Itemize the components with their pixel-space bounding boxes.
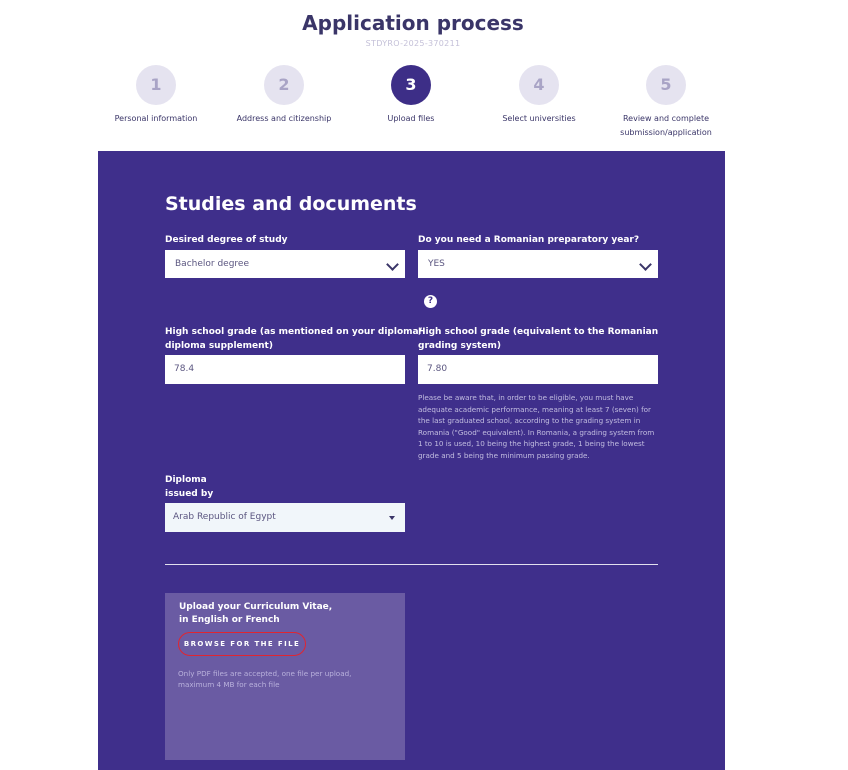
cv-upload-card — [165, 593, 405, 760]
prep-year-label: Do you need a Romanian preparatory year? — [418, 235, 640, 245]
grade-eligibility-note: Please be aware that, in order to be eligible, you must have adequate academic performance, meaning at least 7 (seven) for the last graduated school, according to the grading system in Romania ("Good" equivalent). In Romania, a grading system from 1 to 10 is used, 10 being the highest grade, 1 being the lowest grade and 5 being the minimum passing grade. — [418, 393, 655, 460]
step-number: 1 — [136, 65, 176, 105]
step-label-line2: submission/application — [620, 128, 712, 137]
step-number: 3 — [391, 65, 431, 105]
step-label: Address and citizenship — [236, 114, 332, 123]
step-label — [601, 112, 731, 140]
step-upload-files[interactable] — [346, 65, 476, 126]
section-divider — [165, 564, 658, 565]
hs-grade-input[interactable]: 78.4 — [165, 355, 405, 384]
step-select-universities[interactable] — [474, 65, 604, 126]
diploma-label-line2: issued by — [165, 489, 214, 499]
hs-grade-label — [165, 325, 422, 353]
caret-down-icon — [389, 516, 395, 520]
diploma-country-select[interactable] — [165, 503, 405, 532]
chevron-down-icon — [639, 258, 652, 271]
step-number: 2 — [264, 65, 304, 105]
diploma-label-line1: Diploma — [165, 475, 207, 485]
browse-file-button[interactable]: BROWSE FOR THE FILE — [178, 632, 306, 656]
application-id: STDYRO-2025-370211 — [365, 39, 461, 48]
cv-upload-title-line2: in English or French — [179, 615, 280, 625]
step-label: Personal information — [114, 114, 198, 123]
help-icon[interactable]: ? — [424, 295, 437, 308]
hs-grade-ro-label-line1: High school grade (equivalent to the Romanian — [418, 327, 659, 337]
section-title: Studies and documents — [165, 193, 417, 215]
hs-grade-ro-input[interactable]: 7.80 — [418, 355, 658, 384]
hs-grade-ro-label — [418, 325, 658, 353]
step-personal-information[interactable] — [91, 65, 221, 126]
degree-select-value: Bachelor degree — [175, 259, 249, 269]
page-title: Application process — [302, 11, 524, 35]
step-number: 4 — [519, 65, 559, 105]
degree-label: Desired degree of study — [165, 235, 288, 245]
diploma-country-value: Arab Republic of Egypt — [173, 512, 276, 522]
hs-grade-ro-label-line2: grading system) — [418, 341, 501, 351]
prep-year-select[interactable] — [418, 250, 658, 278]
cv-upload-title-line1: Upload your Curriculum Vitae, — [179, 602, 333, 612]
step-address-and-citizenship[interactable] — [219, 65, 349, 126]
hs-grade-label-line2: diploma supplement) — [165, 341, 273, 351]
hs-grade-label-line1: High school grade (as mentioned on your diploma/ — [165, 327, 422, 337]
diploma-label — [165, 473, 213, 501]
cv-upload-title — [179, 601, 332, 627]
cv-upload-note: Only PDF files are accepted, one file per upload, maximum 4 MB for each file — [178, 669, 352, 689]
step-label-line1: Review and complete — [622, 114, 710, 123]
chevron-down-icon — [386, 258, 399, 271]
step-label: Upload files — [387, 114, 435, 123]
degree-select[interactable] — [165, 250, 405, 278]
prep-year-select-value: YES — [428, 259, 445, 269]
step-review-and-complete[interactable] — [601, 65, 731, 140]
step-number: 5 — [646, 65, 686, 105]
step-label: Select universities — [502, 114, 576, 123]
